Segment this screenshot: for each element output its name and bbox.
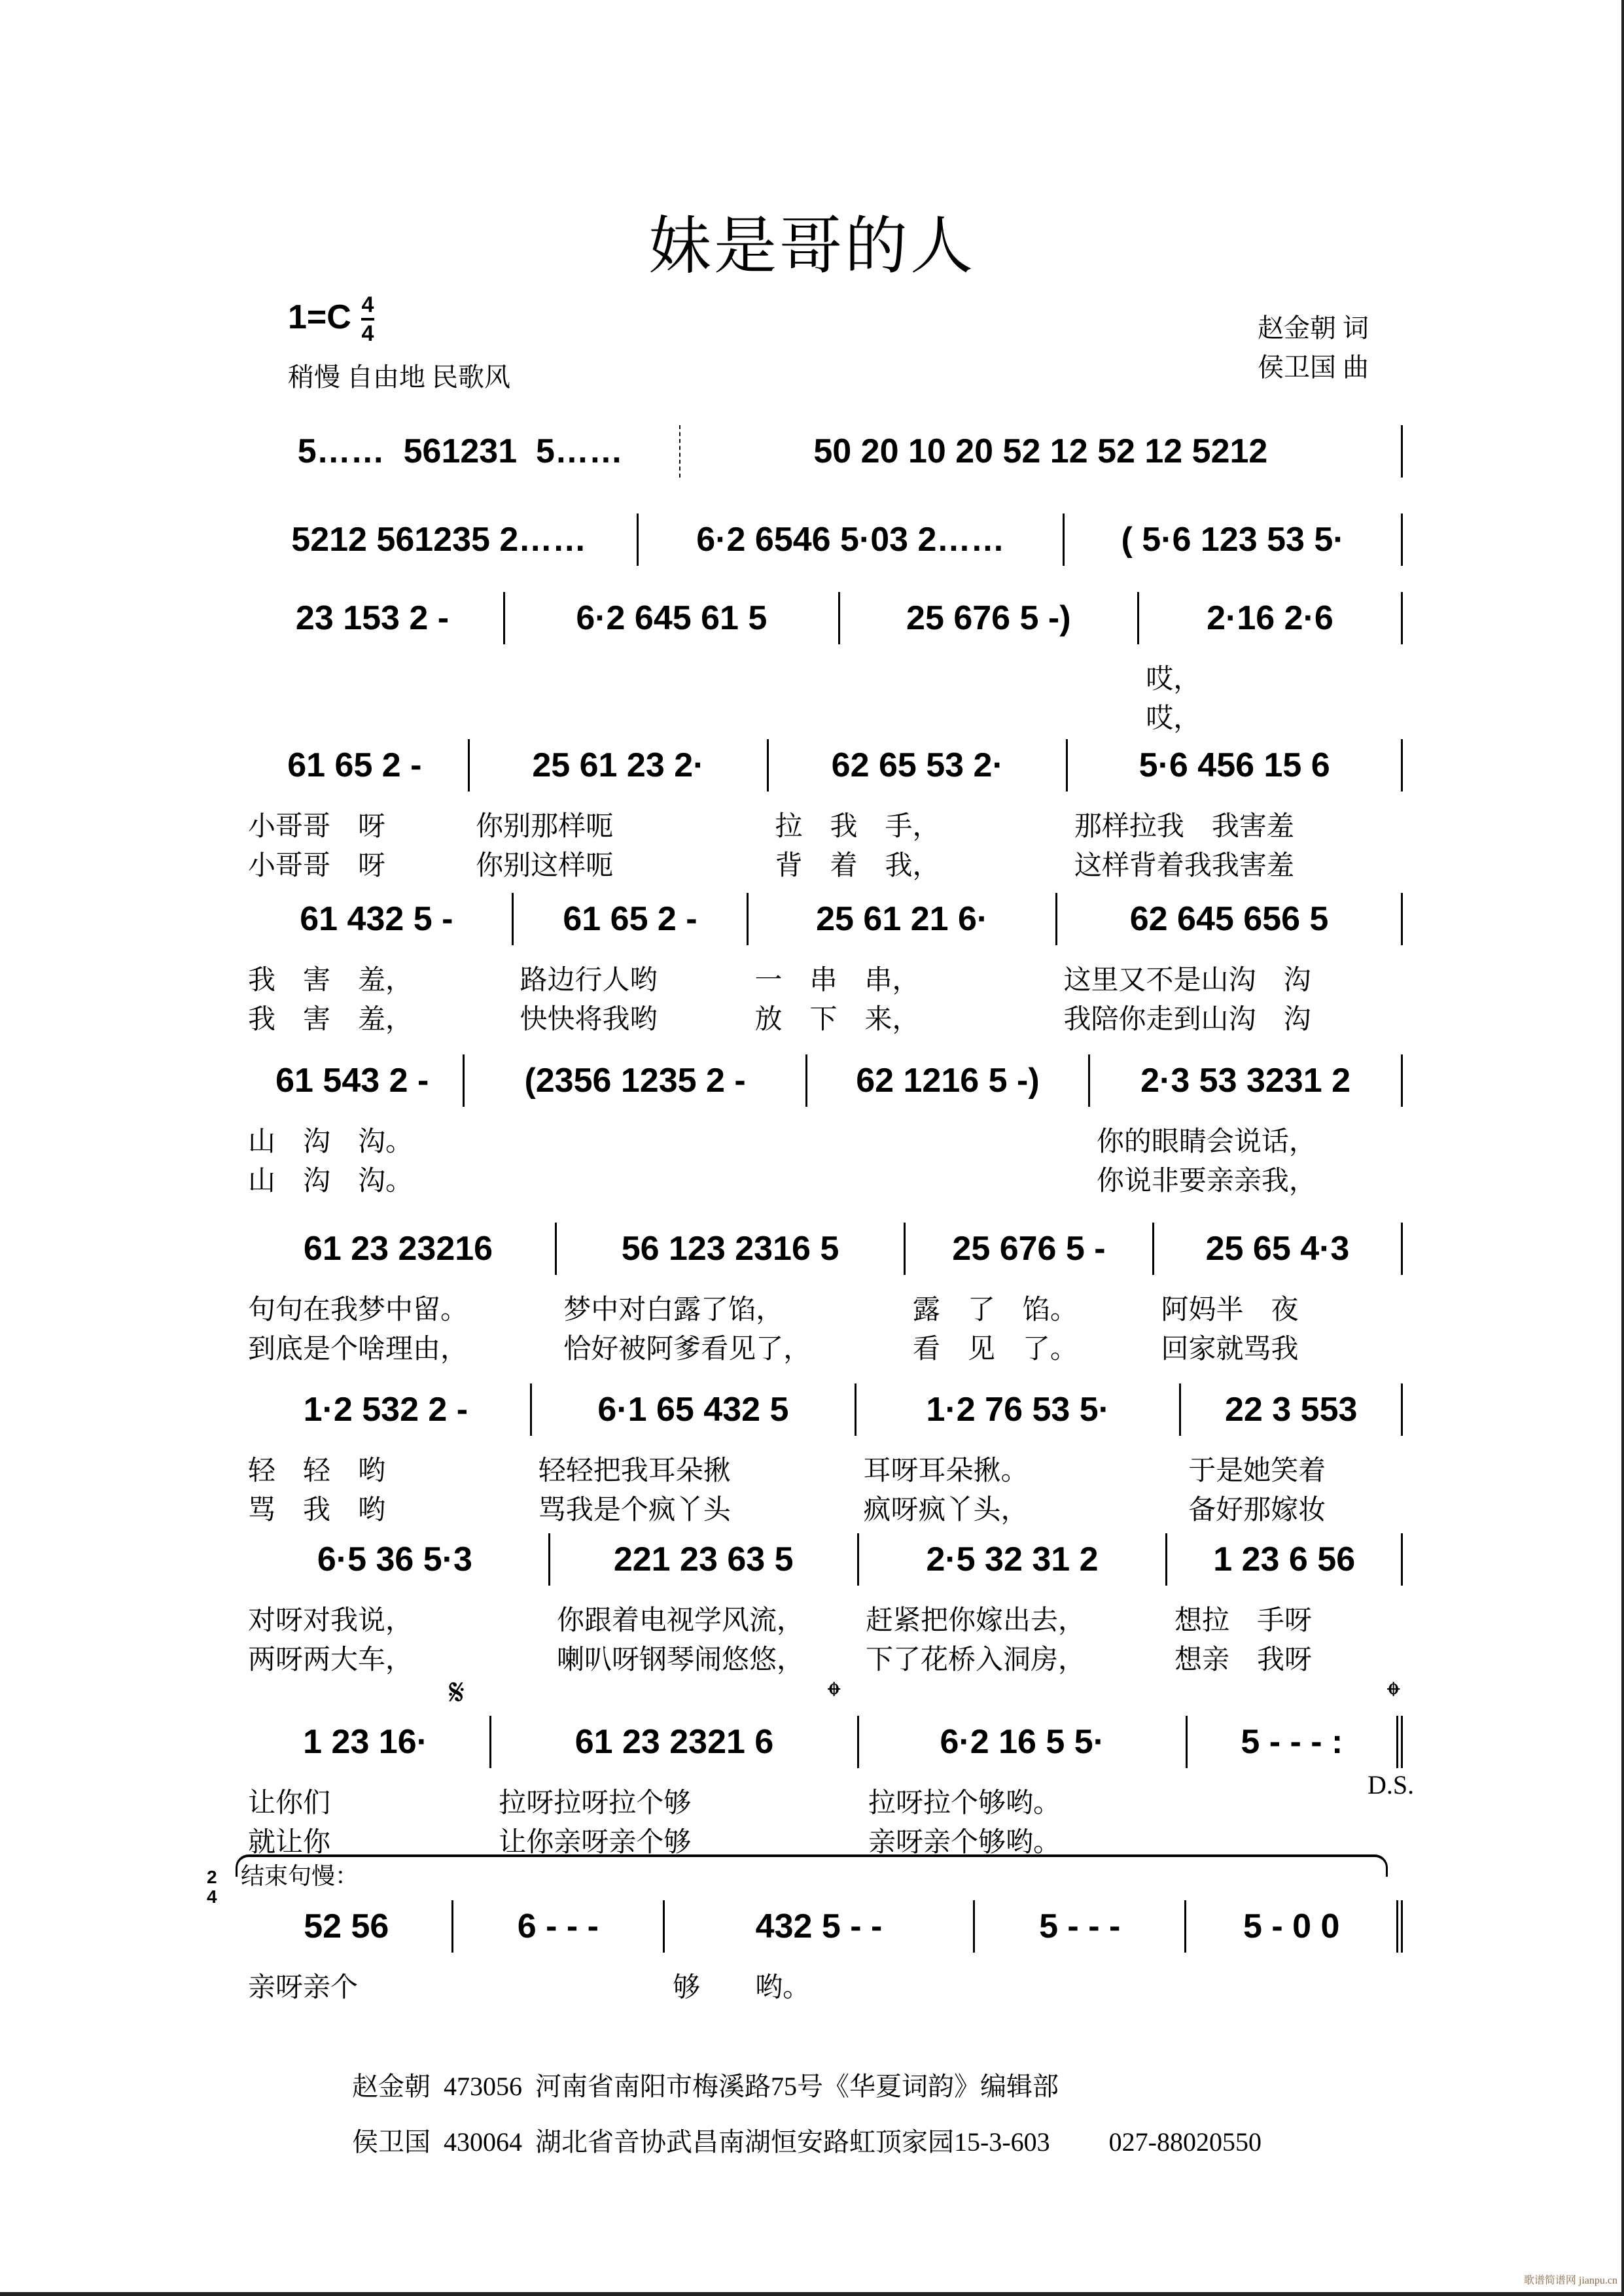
lyrics-line-1: [241, 657, 1403, 697]
lyric-segment: 那样拉我 我害羞: [1074, 812, 1294, 842]
measure: 61 65 2 -: [514, 893, 749, 945]
lyrics-line-2: [241, 1159, 1403, 1198]
footer-composer-address: 侯卫国 430064 湖北省音协武昌南湖恒安路虹顶家园15-3-603 027-88020550: [352, 2127, 1262, 2157]
lyric-segment: 看 见 了。: [912, 1334, 1078, 1365]
lyric-segment: 到底是个啥理由，: [248, 1334, 468, 1365]
measure: 432 5 - -: [665, 1900, 975, 1953]
measure: 1·2 532 2 -: [241, 1383, 532, 1436]
footer-lyricist-address: 赵金朝 473056 河南省南阳市梅溪路75号《华夏词韵》编辑部: [352, 2072, 1059, 2101]
lyric-segment: 我陪你走到山沟 沟: [1063, 1005, 1311, 1035]
lyric-segment: 回家就骂我: [1161, 1334, 1299, 1365]
lyric-segment: 两呀两大车，: [248, 1645, 414, 1675]
lyrics-line-2: [241, 697, 1403, 736]
staff-row: [241, 1383, 1403, 1527]
lyric-segment: 哎，: [1146, 704, 1201, 734]
lyric-segment: 小哥哥 呀: [248, 851, 386, 881]
lyric-segment: 一 串 串，: [754, 965, 920, 996]
measure: 62 645 656 5: [1057, 893, 1403, 945]
lyric-segment: 快快将我哟: [520, 1005, 658, 1035]
staff-row: [241, 739, 1403, 883]
measure: 2·3 53 3231 2: [1090, 1054, 1403, 1107]
lyric-segment: 这样背着我我害羞: [1074, 851, 1294, 881]
lyric-segment: 拉呀拉呀拉个够: [499, 1788, 692, 1818]
lyric-segment: 骂我是个疯丫头: [538, 1495, 731, 1525]
lyric-segment: 想拉 手呀: [1174, 1606, 1313, 1636]
notes-line: [241, 425, 1403, 478]
segno-icon: 𝄋: [449, 1671, 465, 1714]
measure: 1 23 16·: [241, 1716, 491, 1768]
ending-ts-top: 2: [207, 1867, 217, 1887]
lyrics-line-1: [241, 805, 1403, 844]
measure: 6·1 65 432 5: [532, 1383, 856, 1436]
staff-row: [241, 1716, 1403, 1860]
staff-row: [241, 592, 1403, 736]
lyric-segment: 亲呀亲个: [248, 1973, 359, 2003]
lyricist-credit: 赵金朝 词: [1258, 313, 1369, 343]
lyric-segment: 哎，: [1146, 665, 1201, 695]
lyric-segment: 想亲 我呀: [1174, 1645, 1313, 1675]
measure: 62 1216 5 -): [807, 1054, 1090, 1107]
lyrics-line-2: [241, 844, 1403, 883]
notes-line: [241, 893, 1403, 945]
lyric-segment: 让你们: [248, 1788, 331, 1818]
measure: 22 3 553: [1181, 1383, 1403, 1436]
measure: 6·2 16 5 5·: [859, 1716, 1188, 1768]
lyric-segment: 你的眼睛会说话，: [1096, 1127, 1316, 1157]
notes-line: [241, 1533, 1403, 1586]
measure: 5 - - - :: [1188, 1716, 1403, 1768]
dal-segno: D.S.: [1368, 1770, 1415, 1800]
measure: 23 153 2 -: [241, 592, 505, 644]
measure: 6·2 645 61 5: [505, 592, 840, 644]
lyrics-line-1: [241, 1449, 1403, 1488]
notes-line: [241, 739, 1403, 791]
notes-line: [241, 1900, 1403, 1953]
measure: 5 - 0 0: [1186, 1900, 1403, 1953]
measure: 50 20 10 20 52 12 52 12 5212: [680, 425, 1403, 478]
lyrics-line-2: [241, 1488, 1403, 1527]
lyrics-line-1: [241, 1781, 1403, 1820]
measure: 1 23 6 56: [1167, 1533, 1403, 1586]
lyrics-line-1: [241, 1288, 1403, 1327]
lyric-segment: 恰好被阿爹看见了，: [563, 1334, 811, 1365]
composer-credit: 侯卫国 曲: [1258, 353, 1369, 382]
measure: 6·5 36 5·3: [241, 1533, 550, 1586]
lyric-segment: 背 着 我，: [775, 851, 940, 881]
measure: 5 - - -: [975, 1900, 1187, 1953]
lyric-segment: 我 害 羞，: [248, 965, 414, 996]
watermark: 歌谱简谱网 jianpu.cn: [1523, 2275, 1617, 2286]
lyric-segment: 路边行人哟: [520, 965, 658, 996]
lyric-segment: 我 害 羞，: [248, 1005, 414, 1035]
lyric-segment: 耳呀耳朵揪。: [863, 1456, 1029, 1486]
lyric-segment: 对呀对我说，: [248, 1606, 414, 1636]
staff-row: [241, 1223, 1403, 1366]
measure: 221 23 63 5: [550, 1533, 859, 1586]
staff-row: [241, 425, 1403, 478]
lyric-segment: 小哥哥 呀: [248, 812, 386, 842]
staff-row: [241, 513, 1403, 566]
measure: 61 65 2 -: [241, 739, 470, 791]
lyrics-line-2: [241, 1638, 1403, 1677]
lyric-segment: 就让你: [248, 1828, 331, 1858]
measure: (2356 1235 2 -: [465, 1054, 807, 1107]
ending-label: 结束句慢：: [241, 1863, 359, 1889]
lyric-segment: 梦中对白露了馅，: [563, 1295, 784, 1325]
lyrics-line-1: [241, 958, 1403, 998]
lyric-segment: 句句在我梦中留。: [248, 1295, 468, 1325]
lyric-segment: 你说非要亲亲我，: [1096, 1166, 1316, 1196]
staff-row: [241, 893, 1403, 1037]
coda-icon-end: 𝄌: [1387, 1675, 1400, 1717]
lyric-segment: 拉 我 手，: [775, 812, 940, 842]
ending-time-signature: [207, 1868, 217, 1907]
song-title: 妹是哥的人: [648, 211, 976, 281]
notes-line: [241, 1054, 1403, 1107]
lyric-segment: 你跟着电视学风流，: [557, 1606, 805, 1636]
lyrics-line-1: [241, 1599, 1403, 1638]
measure: 2·5 32 31 2: [859, 1533, 1168, 1586]
measure: 25 65 4·3: [1154, 1223, 1403, 1275]
lyric-segment: 你别这样呃: [476, 851, 614, 881]
lyric-segment: 备好那嫁妆: [1188, 1495, 1326, 1525]
measure: 56 123 2316 5: [557, 1223, 906, 1275]
lyrics-line-1: [241, 1120, 1403, 1159]
lyrics-line-2: [241, 1327, 1403, 1366]
ending-bracket: [236, 1854, 1388, 1877]
notes-line: [241, 1716, 1403, 1768]
lyric-segment: 喇叭呀钢琴闹悠悠，: [557, 1645, 805, 1675]
staff-row: [241, 1054, 1403, 1198]
measure: 25 61 21 6·: [749, 893, 1057, 945]
time-signature: [361, 293, 374, 345]
staff-row: [241, 1900, 1403, 2005]
lyric-segment: 下了花桥入洞房，: [866, 1645, 1086, 1675]
tempo-marking: 稍慢 自由地 民歌风: [288, 362, 510, 392]
measure: 61 23 2321 6: [491, 1716, 859, 1768]
key-signature: 1=C: [288, 298, 351, 336]
ending-ts-bottom: 4: [207, 1887, 217, 1907]
lyric-segment: 你别那样呃: [476, 812, 614, 842]
coda-icon: 𝄌: [828, 1675, 841, 1717]
notes-line: [241, 592, 1403, 644]
notes-line: [241, 1383, 1403, 1436]
measure: 6·2 6546 5·03 2……: [639, 513, 1065, 566]
measure: 2·16 2·6: [1139, 592, 1403, 644]
measure: 61 432 5 -: [241, 893, 514, 945]
measure: 52 56: [241, 1900, 453, 1953]
meter-top: 4: [361, 292, 374, 317]
lyric-segment: 山 沟 沟。: [248, 1166, 414, 1196]
lyric-segment: 这里又不是山沟 沟: [1063, 965, 1311, 996]
lyric-segment: 放 下 来，: [754, 1005, 920, 1035]
lyric-segment: 够 哟。: [673, 1973, 811, 2003]
measure: 6 - - -: [453, 1900, 665, 1953]
measure: 5212 561235 2……: [241, 513, 639, 566]
measure: 61 543 2 -: [241, 1054, 465, 1107]
measure: 61 23 23216: [241, 1223, 557, 1275]
lyric-segment: 亲呀亲个够哟。: [868, 1828, 1061, 1858]
lyric-segment: 山 沟 沟。: [248, 1127, 414, 1157]
lyrics-line-2: [241, 998, 1403, 1037]
notes-line: [241, 513, 1403, 566]
lyric-segment: 赶紧把你嫁出去，: [866, 1606, 1086, 1636]
lyric-segment: 露 了 馅。: [912, 1295, 1078, 1325]
lyrics-line-2: [241, 1820, 1403, 1860]
staff-row: [241, 1533, 1403, 1677]
lyric-segment: 疯呀疯丫头，: [863, 1495, 1029, 1525]
measure: 25 61 23 2·: [470, 739, 769, 791]
lyric-segment: 阿妈半 夜: [1161, 1295, 1299, 1325]
lyric-segment: 轻轻把我耳朵揪: [538, 1456, 731, 1486]
meter-bottom: 4: [361, 321, 374, 346]
measure: 1·2 76 53 5·: [856, 1383, 1181, 1436]
measure: 5…… 561231 5……: [241, 425, 680, 478]
measure: ( 5·6 123 53 5·: [1065, 513, 1403, 566]
lyric-segment: 于是她笑着: [1188, 1456, 1326, 1486]
measure: 25 676 5 -): [840, 592, 1139, 644]
measure: 62 65 53 2·: [769, 739, 1068, 791]
notes-line: [241, 1223, 1403, 1275]
measure: 5·6 456 15 6: [1068, 739, 1403, 791]
lyrics-line-1: [241, 1966, 1403, 2005]
lyric-segment: 让你亲呀亲个够: [499, 1828, 692, 1858]
lyric-segment: 轻 轻 哟: [248, 1456, 386, 1486]
lyric-segment: 骂 我 哟: [248, 1495, 386, 1525]
lyric-segment: 拉呀拉个够哟。: [868, 1788, 1061, 1818]
measure: 25 676 5 -: [906, 1223, 1154, 1275]
